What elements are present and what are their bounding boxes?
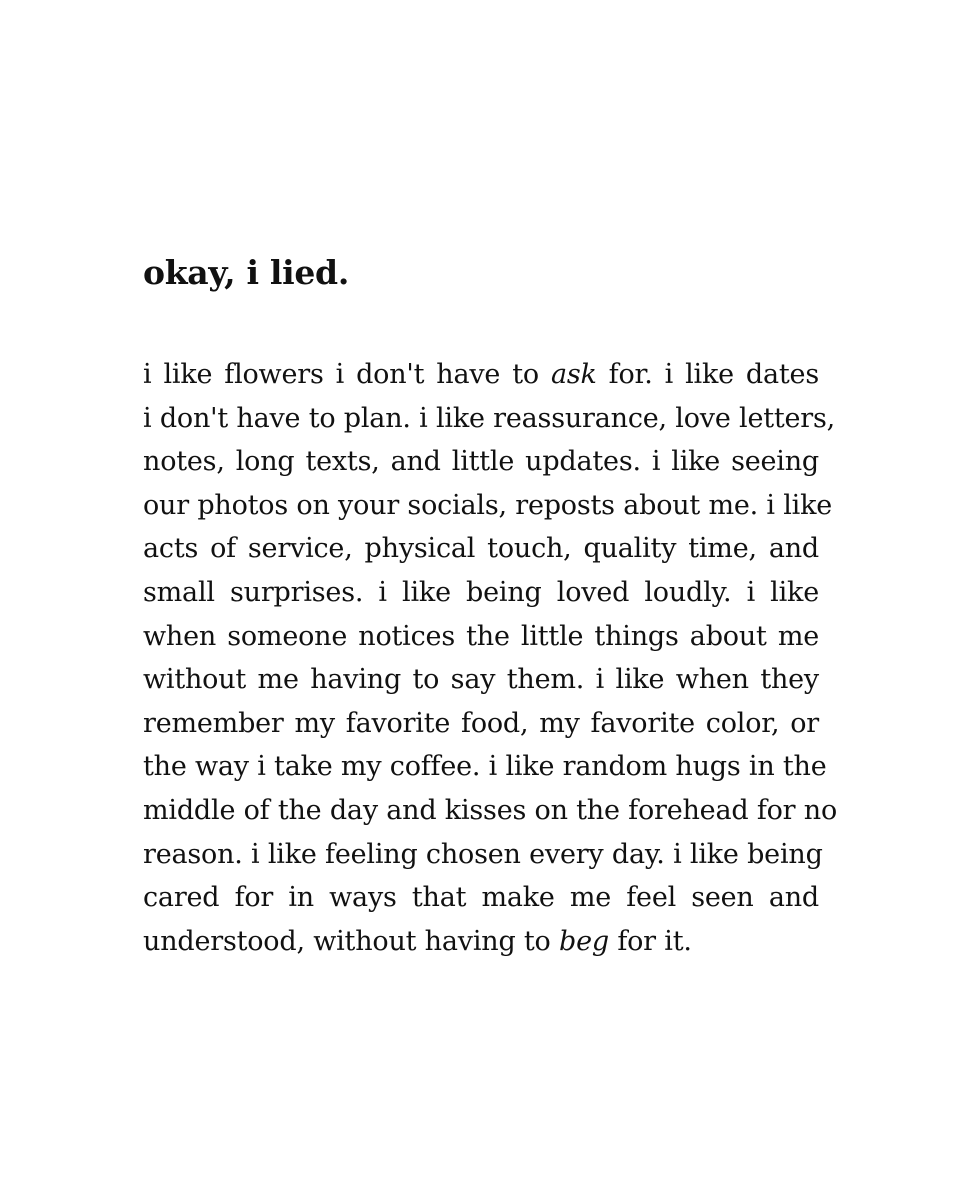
line-text: understood, without having to: [143, 925, 559, 957]
poem-line: when someone notices the little things about me: [143, 620, 819, 652]
poem-line: i don't have to plan. i like reassurance, love letters,: [143, 402, 836, 434]
poem-line: our photos on your socials, reposts about me. i like: [143, 489, 833, 521]
poem-line: notes, long texts, and little updates. i like seeing: [143, 446, 819, 478]
poem-line: [143, 920, 819, 964]
poem: [143, 249, 838, 963]
poem-body: [143, 353, 838, 963]
emphasis-text: ask: [550, 359, 597, 390]
poem-line: the way i take my coffee. i like random hugs in the: [143, 751, 827, 783]
poem-line: reason. i like feeling chosen every day. i like being: [143, 838, 823, 870]
poem-line: small surprises. i like being loved loudly. i like: [143, 576, 819, 608]
line-text: for. i like dates: [596, 359, 819, 390]
poem-line: cared for in ways that make me feel seen and: [143, 882, 819, 914]
poem-line: without me having to say them. i like when they: [143, 664, 819, 696]
poem-line: acts of service, physical touch, quality time, and: [143, 533, 819, 565]
poem-line: middle of the day and kisses on the forehead for no: [143, 794, 838, 826]
line-text: for it.: [608, 925, 692, 957]
poem-title: okay, i lied.: [143, 253, 350, 292]
poem-line: [143, 353, 819, 397]
line-text: i like flowers i don't have to: [143, 359, 551, 390]
emphasis-text: beg: [559, 925, 609, 957]
poem-line: remember my favorite food, my favorite color, or: [143, 707, 819, 739]
